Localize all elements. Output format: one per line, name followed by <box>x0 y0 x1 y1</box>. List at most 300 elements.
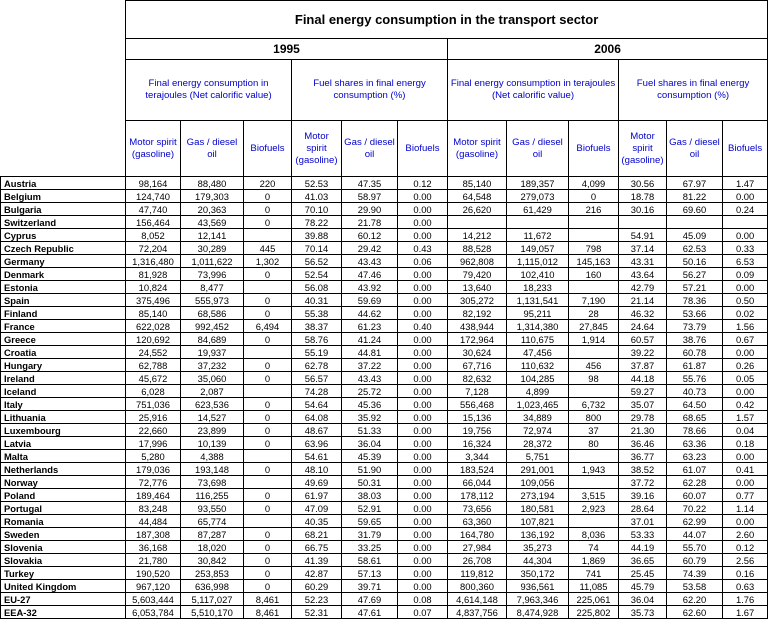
table-cell: 622,028 <box>126 320 181 333</box>
table-cell: 18,020 <box>181 541 244 554</box>
table-cell: 81,928 <box>126 268 181 281</box>
country-name: Switzerland <box>1 216 126 229</box>
table-cell: 0.12 <box>398 177 448 190</box>
table-cell: 0.00 <box>398 372 448 385</box>
table-cell: 962,808 <box>448 255 507 268</box>
table-cell: 5,280 <box>126 450 181 463</box>
table-cell: 2.56 <box>723 554 768 567</box>
table-cell: 0 <box>244 580 292 593</box>
table-cell: 63.96 <box>292 437 342 450</box>
col-biofuels: Biofuels <box>244 121 292 177</box>
table-cell: 47,456 <box>507 346 569 359</box>
country-name: United Kingdom <box>1 580 126 593</box>
table-cell: 189,357 <box>507 177 569 190</box>
table-cell: 80 <box>569 437 619 450</box>
table-cell: 0.00 <box>398 476 448 489</box>
table-cell: 6,028 <box>126 385 181 398</box>
table-cell: 57.13 <box>342 567 398 580</box>
table-cell: 59.69 <box>342 294 398 307</box>
table-cell: 37.01 <box>619 515 667 528</box>
table-cell: 82,632 <box>448 372 507 385</box>
table-cell: 0 <box>244 372 292 385</box>
table-cell: 0.12 <box>723 541 768 554</box>
table-cell: 79,420 <box>448 268 507 281</box>
table-cell <box>569 229 619 242</box>
table-row <box>1 359 768 372</box>
col-gas-diesel: Gas / diesel oil <box>181 121 244 177</box>
table-cell: 1,011,622 <box>181 255 244 268</box>
table-cell: 1.47 <box>723 177 768 190</box>
table-cell <box>244 229 292 242</box>
table-cell: 43.43 <box>342 255 398 268</box>
table-cell: 0.00 <box>398 580 448 593</box>
table-cell: 183,524 <box>448 463 507 476</box>
table-cell: 0 <box>244 554 292 567</box>
table-cell: 189,464 <box>126 489 181 502</box>
table-cell: 72,204 <box>126 242 181 255</box>
table-cell: 25.45 <box>619 567 667 580</box>
group-consumption-1995: Final energy consumption in terajoules (Net calorific value) <box>126 60 292 121</box>
table-cell: 21.30 <box>619 424 667 437</box>
table-cell: 48.10 <box>292 463 342 476</box>
table-row <box>1 255 768 268</box>
table-cell: 49.69 <box>292 476 342 489</box>
table-cell: 62.60 <box>667 606 723 619</box>
table-cell: 0.16 <box>723 567 768 580</box>
table-cell: 107,821 <box>507 515 569 528</box>
table-cell: 39.22 <box>619 346 667 359</box>
table-row <box>1 528 768 541</box>
table-cell: 1.14 <box>723 502 768 515</box>
table-cell: 56.57 <box>292 372 342 385</box>
table-cell: 30,289 <box>181 242 244 255</box>
table-cell: 8,474,928 <box>507 606 569 619</box>
table-cell: 8,461 <box>244 593 292 606</box>
table-cell: 44.81 <box>342 346 398 359</box>
table-cell: 55.76 <box>667 372 723 385</box>
country-name: Austria <box>1 177 126 190</box>
table-cell: 109,056 <box>507 476 569 489</box>
table-cell: 29.42 <box>342 242 398 255</box>
table-cell: 19,937 <box>181 346 244 359</box>
table-cell: 43.92 <box>342 281 398 294</box>
table-cell: 0.43 <box>398 242 448 255</box>
table-cell: 0 <box>244 502 292 515</box>
table-cell: 136,192 <box>507 528 569 541</box>
table-cell: 13,640 <box>448 281 507 294</box>
table-cell: 52.23 <box>292 593 342 606</box>
table-cell: 70.10 <box>292 203 342 216</box>
table-cell: 73.79 <box>667 320 723 333</box>
table-cell: 25,916 <box>126 411 181 424</box>
table-cell: 0 <box>244 359 292 372</box>
country-name: Czech Republic <box>1 242 126 255</box>
table-cell: 47.61 <box>342 606 398 619</box>
table-cell: 21,780 <box>126 554 181 567</box>
country-name: Croatia <box>1 346 126 359</box>
table-cell: 83,248 <box>126 502 181 515</box>
table-cell: 58.61 <box>342 554 398 567</box>
table-cell: 38.03 <box>342 489 398 502</box>
col-biofuels: Biofuels <box>569 121 619 177</box>
table-cell: 52.54 <box>292 268 342 281</box>
table-cell: 37.87 <box>619 359 667 372</box>
table-cell: 1.67 <box>723 606 768 619</box>
table-cell: 149,057 <box>507 242 569 255</box>
table-cell: 0 <box>244 437 292 450</box>
table-cell: 1,869 <box>569 554 619 567</box>
table-cell: 56.08 <box>292 281 342 294</box>
table-cell: 179,036 <box>126 463 181 476</box>
table-cell: 35,273 <box>507 541 569 554</box>
table-cell: 1,914 <box>569 333 619 346</box>
table-cell: 936,561 <box>507 580 569 593</box>
table-cell: 37.14 <box>619 242 667 255</box>
table-cell: 30,842 <box>181 554 244 567</box>
table-cell: 61.23 <box>342 320 398 333</box>
table-cell: 84,689 <box>181 333 244 346</box>
table-cell: 36.65 <box>619 554 667 567</box>
table-cell: 0.00 <box>398 333 448 346</box>
table-cell: 6,053,784 <box>126 606 181 619</box>
table-cell: 0.00 <box>723 515 768 528</box>
table-cell: 55.70 <box>667 541 723 554</box>
table-cell: 2.60 <box>723 528 768 541</box>
table-cell <box>244 346 292 359</box>
table-cell: 5,117,027 <box>181 593 244 606</box>
table-cell: 0.00 <box>723 281 768 294</box>
table-cell: 52.91 <box>342 502 398 515</box>
table-cell: 81.22 <box>667 190 723 203</box>
table-cell: 636,998 <box>181 580 244 593</box>
table-cell: 0.00 <box>723 346 768 359</box>
table-cell: 54.61 <box>292 450 342 463</box>
table-cell <box>244 281 292 294</box>
table-cell: 64.08 <box>292 411 342 424</box>
table-cell <box>244 515 292 528</box>
table-cell: 992,452 <box>181 320 244 333</box>
table-cell: 67.97 <box>667 177 723 190</box>
table-cell: 0.08 <box>398 593 448 606</box>
country-name: Netherlands <box>1 463 126 476</box>
table-cell: 60.57 <box>619 333 667 346</box>
table-cell: 88,528 <box>448 242 507 255</box>
table-cell: 0 <box>244 268 292 281</box>
table-cell: 63,360 <box>448 515 507 528</box>
table-cell: 29.78 <box>619 411 667 424</box>
table-cell: 2,923 <box>569 502 619 515</box>
table-cell: 104,285 <box>507 372 569 385</box>
table-cell: 88,480 <box>181 177 244 190</box>
table-cell: 34,889 <box>507 411 569 424</box>
table-cell: 190,520 <box>126 567 181 580</box>
group-consumption-2006: Final energy consumption in terajoules (Net calorific value) <box>448 60 619 121</box>
table-cell: 60.79 <box>667 554 723 567</box>
table-row <box>1 476 768 489</box>
table-cell: 6.53 <box>723 255 768 268</box>
table-cell: 61.07 <box>667 463 723 476</box>
table-cell: 6,732 <box>569 398 619 411</box>
table-cell: 145,163 <box>569 255 619 268</box>
table-cell: 0.26 <box>723 359 768 372</box>
table-cell: 44.62 <box>342 307 398 320</box>
table-cell: 291,001 <box>507 463 569 476</box>
table-cell <box>448 216 507 229</box>
table-row <box>1 398 768 411</box>
table-cell: 119,812 <box>448 567 507 580</box>
table-cell: 62.78 <box>292 359 342 372</box>
table-cell: 164,780 <box>448 528 507 541</box>
table-cell: 15,136 <box>448 411 507 424</box>
table-cell: 62,788 <box>126 359 181 372</box>
table-cell: 18,233 <box>507 281 569 294</box>
table-cell: 623,536 <box>181 398 244 411</box>
table-row <box>1 541 768 554</box>
table-cell: 220 <box>244 177 292 190</box>
table-cell: 87,287 <box>181 528 244 541</box>
table-cell: 0.00 <box>398 203 448 216</box>
table-cell: 180,581 <box>507 502 569 515</box>
country-name: EU-27 <box>1 593 126 606</box>
table-cell: 38.52 <box>619 463 667 476</box>
table-cell: 0.00 <box>398 216 448 229</box>
col-biofuels: Biofuels <box>398 121 448 177</box>
table-cell: 225,061 <box>569 593 619 606</box>
table-row <box>1 502 768 515</box>
table-cell: 60.78 <box>667 346 723 359</box>
table-row <box>1 190 768 203</box>
table-row <box>1 411 768 424</box>
table-row <box>1 463 768 476</box>
table-cell: 35.73 <box>619 606 667 619</box>
table-cell: 53.58 <box>667 580 723 593</box>
table-cell: 29.90 <box>342 203 398 216</box>
table-cell: 0.00 <box>398 385 448 398</box>
table-cell: 120,692 <box>126 333 181 346</box>
table-cell: 19,756 <box>448 424 507 437</box>
table-cell: 61.97 <box>292 489 342 502</box>
table-cell: 0 <box>244 190 292 203</box>
table-cell: 73,656 <box>448 502 507 515</box>
table-cell: 53.66 <box>667 307 723 320</box>
table-cell <box>569 450 619 463</box>
table-cell: 23,899 <box>181 424 244 437</box>
table-cell: 0.00 <box>398 463 448 476</box>
table-cell: 21.14 <box>619 294 667 307</box>
table-cell: 47.09 <box>292 502 342 515</box>
table-cell: 0.00 <box>398 294 448 307</box>
table-cell: 7,190 <box>569 294 619 307</box>
table-cell: 6,494 <box>244 320 292 333</box>
table-cell: 28.64 <box>619 502 667 515</box>
table-cell: 37 <box>569 424 619 437</box>
table-cell: 40.35 <box>292 515 342 528</box>
table-cell: 24,552 <box>126 346 181 359</box>
table-cell: 25.72 <box>342 385 398 398</box>
table-cell: 50.16 <box>667 255 723 268</box>
table-cell: 3,515 <box>569 489 619 502</box>
table-cell: 0.00 <box>398 424 448 437</box>
country-name: France <box>1 320 126 333</box>
table-cell: 0.00 <box>723 385 768 398</box>
table-cell: 63.23 <box>667 450 723 463</box>
table-cell: 216 <box>569 203 619 216</box>
country-name: Slovakia <box>1 554 126 567</box>
table-cell: 0 <box>244 411 292 424</box>
table-cell: 0.00 <box>398 502 448 515</box>
table-cell: 36.04 <box>619 593 667 606</box>
table-cell: 52.53 <box>292 177 342 190</box>
table-cell: 4,614,148 <box>448 593 507 606</box>
table-cell: 44,484 <box>126 515 181 528</box>
table-row <box>1 372 768 385</box>
table-cell: 4,899 <box>507 385 569 398</box>
table-cell: 39.88 <box>292 229 342 242</box>
table-cell: 60.29 <box>292 580 342 593</box>
table-row <box>1 346 768 359</box>
table-cell: 14,527 <box>181 411 244 424</box>
country-name: Poland <box>1 489 126 502</box>
table-cell: 51.33 <box>342 424 398 437</box>
table-cell: 74 <box>569 541 619 554</box>
table-cell: 67,716 <box>448 359 507 372</box>
table-cell: 8,461 <box>244 606 292 619</box>
table-cell: 30,624 <box>448 346 507 359</box>
table-cell: 38.76 <box>667 333 723 346</box>
col-motor-spirit: Motor spirit (gasoline) <box>619 121 667 177</box>
table-cell: 45.39 <box>342 450 398 463</box>
table-cell: 46.32 <box>619 307 667 320</box>
table-cell: 798 <box>569 242 619 255</box>
table-cell: 62.53 <box>667 242 723 255</box>
table-cell: 17,996 <box>126 437 181 450</box>
table-cell: 24.64 <box>619 320 667 333</box>
table-cell: 456 <box>569 359 619 372</box>
table-cell: 59.65 <box>342 515 398 528</box>
table-row <box>1 567 768 580</box>
table-cell: 98 <box>569 372 619 385</box>
table-cell: 40.73 <box>667 385 723 398</box>
table-cell: 45.36 <box>342 398 398 411</box>
table-row <box>1 216 768 229</box>
table-cell: 28 <box>569 307 619 320</box>
table-cell: 0.24 <box>723 203 768 216</box>
table-cell: 1,023,465 <box>507 398 569 411</box>
country-name: Malta <box>1 450 126 463</box>
table-cell <box>244 450 292 463</box>
table-cell: 0 <box>244 541 292 554</box>
table-cell: 225,802 <box>569 606 619 619</box>
table-cell: 0.63 <box>723 580 768 593</box>
table-cell: 93,550 <box>181 502 244 515</box>
country-name: Norway <box>1 476 126 489</box>
country-name: EEA-32 <box>1 606 126 619</box>
table-cell: 0 <box>244 489 292 502</box>
table-cell: 0.09 <box>723 268 768 281</box>
table-cell: 27,845 <box>569 320 619 333</box>
table-cell: 26,620 <box>448 203 507 216</box>
table-cell: 0.07 <box>398 606 448 619</box>
table-row <box>1 450 768 463</box>
table-cell: 78.66 <box>667 424 723 437</box>
table-cell: 0.00 <box>723 450 768 463</box>
table-cell: 7,128 <box>448 385 507 398</box>
table-row <box>1 268 768 281</box>
table-cell: 37,232 <box>181 359 244 372</box>
table-cell: 11,672 <box>507 229 569 242</box>
table-cell: 98,164 <box>126 177 181 190</box>
table-cell: 0.00 <box>398 567 448 580</box>
table-cell: 0 <box>244 398 292 411</box>
table-cell: 52.31 <box>292 606 342 619</box>
table-cell: 0 <box>244 333 292 346</box>
table-cell <box>619 216 667 229</box>
country-name: Estonia <box>1 281 126 294</box>
table-cell: 438,944 <box>448 320 507 333</box>
table-cell: 253,853 <box>181 567 244 580</box>
country-name: Sweden <box>1 528 126 541</box>
table-cell: 0.00 <box>398 411 448 424</box>
table-cell: 0.00 <box>398 359 448 372</box>
table-cell: 445 <box>244 242 292 255</box>
table-cell: 36.77 <box>619 450 667 463</box>
table-cell <box>569 281 619 294</box>
table-cell: 68.21 <box>292 528 342 541</box>
table-cell: 0.41 <box>723 463 768 476</box>
table-cell: 16,324 <box>448 437 507 450</box>
table-cell: 37.22 <box>342 359 398 372</box>
table-cell: 64.50 <box>667 398 723 411</box>
table-cell: 1,302 <box>244 255 292 268</box>
table-cell: 4,099 <box>569 177 619 190</box>
table-cell: 124,740 <box>126 190 181 203</box>
table-cell: 8,052 <box>126 229 181 242</box>
table-cell: 0 <box>244 294 292 307</box>
table-row <box>1 580 768 593</box>
table-cell: 0 <box>244 424 292 437</box>
table-cell: 44.07 <box>667 528 723 541</box>
table-cell: 0 <box>244 463 292 476</box>
table-cell: 0.00 <box>398 489 448 502</box>
table-cell: 73,996 <box>181 268 244 281</box>
table-cell: 0 <box>244 216 292 229</box>
country-name: Finland <box>1 307 126 320</box>
table-cell: 3,344 <box>448 450 507 463</box>
col-gas-diesel: Gas / diesel oil <box>507 121 569 177</box>
table-row <box>1 229 768 242</box>
table-cell: 273,194 <box>507 489 569 502</box>
table-cell: 1.56 <box>723 320 768 333</box>
table-cell: 0.00 <box>723 476 768 489</box>
country-name: Iceland <box>1 385 126 398</box>
table-cell: 193,148 <box>181 463 244 476</box>
table-cell: 0.00 <box>398 450 448 463</box>
table-cell: 5,603,444 <box>126 593 181 606</box>
table-cell: 556,468 <box>448 398 507 411</box>
table-cell <box>569 346 619 359</box>
table-cell: 51.90 <box>342 463 398 476</box>
table-cell: 14,212 <box>448 229 507 242</box>
table-cell: 63.36 <box>667 437 723 450</box>
table-cell: 95,211 <box>507 307 569 320</box>
col-motor-spirit: Motor spirit (gasoline) <box>448 121 507 177</box>
year-header-2006: 2006 <box>448 39 768 60</box>
table-cell: 0.00 <box>398 515 448 528</box>
table-cell: 70.22 <box>667 502 723 515</box>
table-cell: 1,316,480 <box>126 255 181 268</box>
table-cell: 5,751 <box>507 450 569 463</box>
table-cell: 800 <box>569 411 619 424</box>
